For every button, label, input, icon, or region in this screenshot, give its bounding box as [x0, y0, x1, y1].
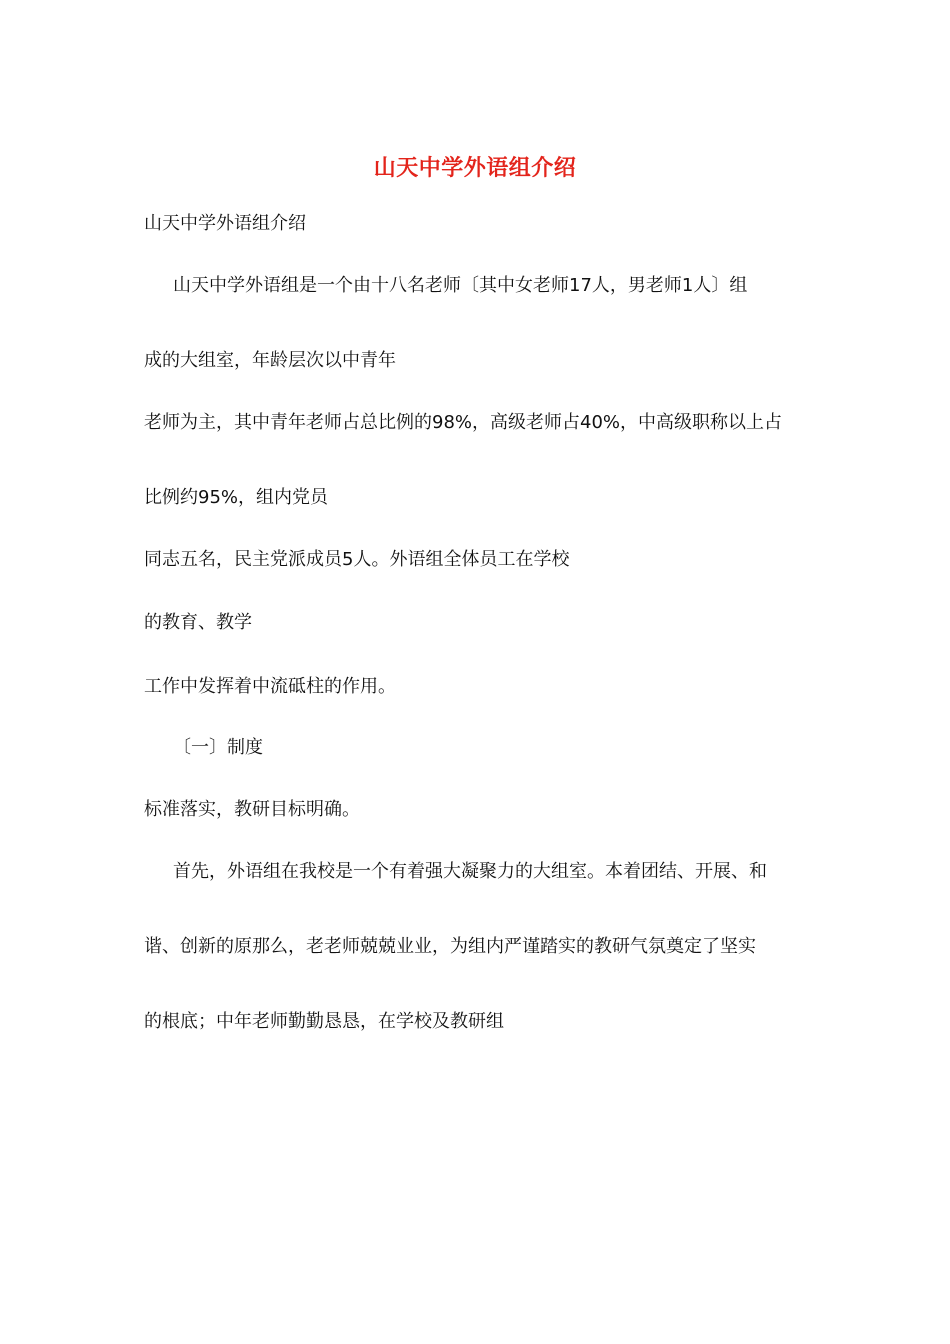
paragraph-line: 同志五名，民主党派成员5人。外语组全体员工在学校: [144, 549, 570, 570]
paragraph-line: 谐、创新的原那么，老老师兢兢业业，为组内严谨踏实的教研气氛奠定了坚实: [144, 936, 756, 957]
paragraph-line: 山天中学外语组是一个由十八名老师〔其中女老师17人，男老师1人〕组: [173, 275, 748, 296]
section-heading: 〔一〕制度: [173, 737, 263, 758]
paragraph-line: 老师为主，其中青年老师占总比例的98%，高级老师占40%，中高级职称以上占: [144, 412, 783, 433]
paragraph-line: 的教育、教学: [144, 612, 252, 633]
paragraph-line: 首先，外语组在我校是一个有着强大凝聚力的大组室。本着团结、开展、和: [173, 861, 767, 882]
subtitle-line: 山天中学外语组介绍: [144, 213, 306, 234]
paragraph-line: 的根底；中年老师勤勤恳恳，在学校及教研组: [144, 1011, 504, 1032]
paragraph-line: 成的大组室，年龄层次以中青年: [144, 350, 396, 371]
paragraph-line: 工作中发挥着中流砥柱的作用。: [144, 676, 396, 697]
paragraph-line: 标准落实，教研目标明确。: [144, 799, 360, 820]
document-title: 山天中学外语组介绍: [373, 155, 577, 181]
paragraph-line: 比例约95%，组内党员: [144, 487, 329, 508]
